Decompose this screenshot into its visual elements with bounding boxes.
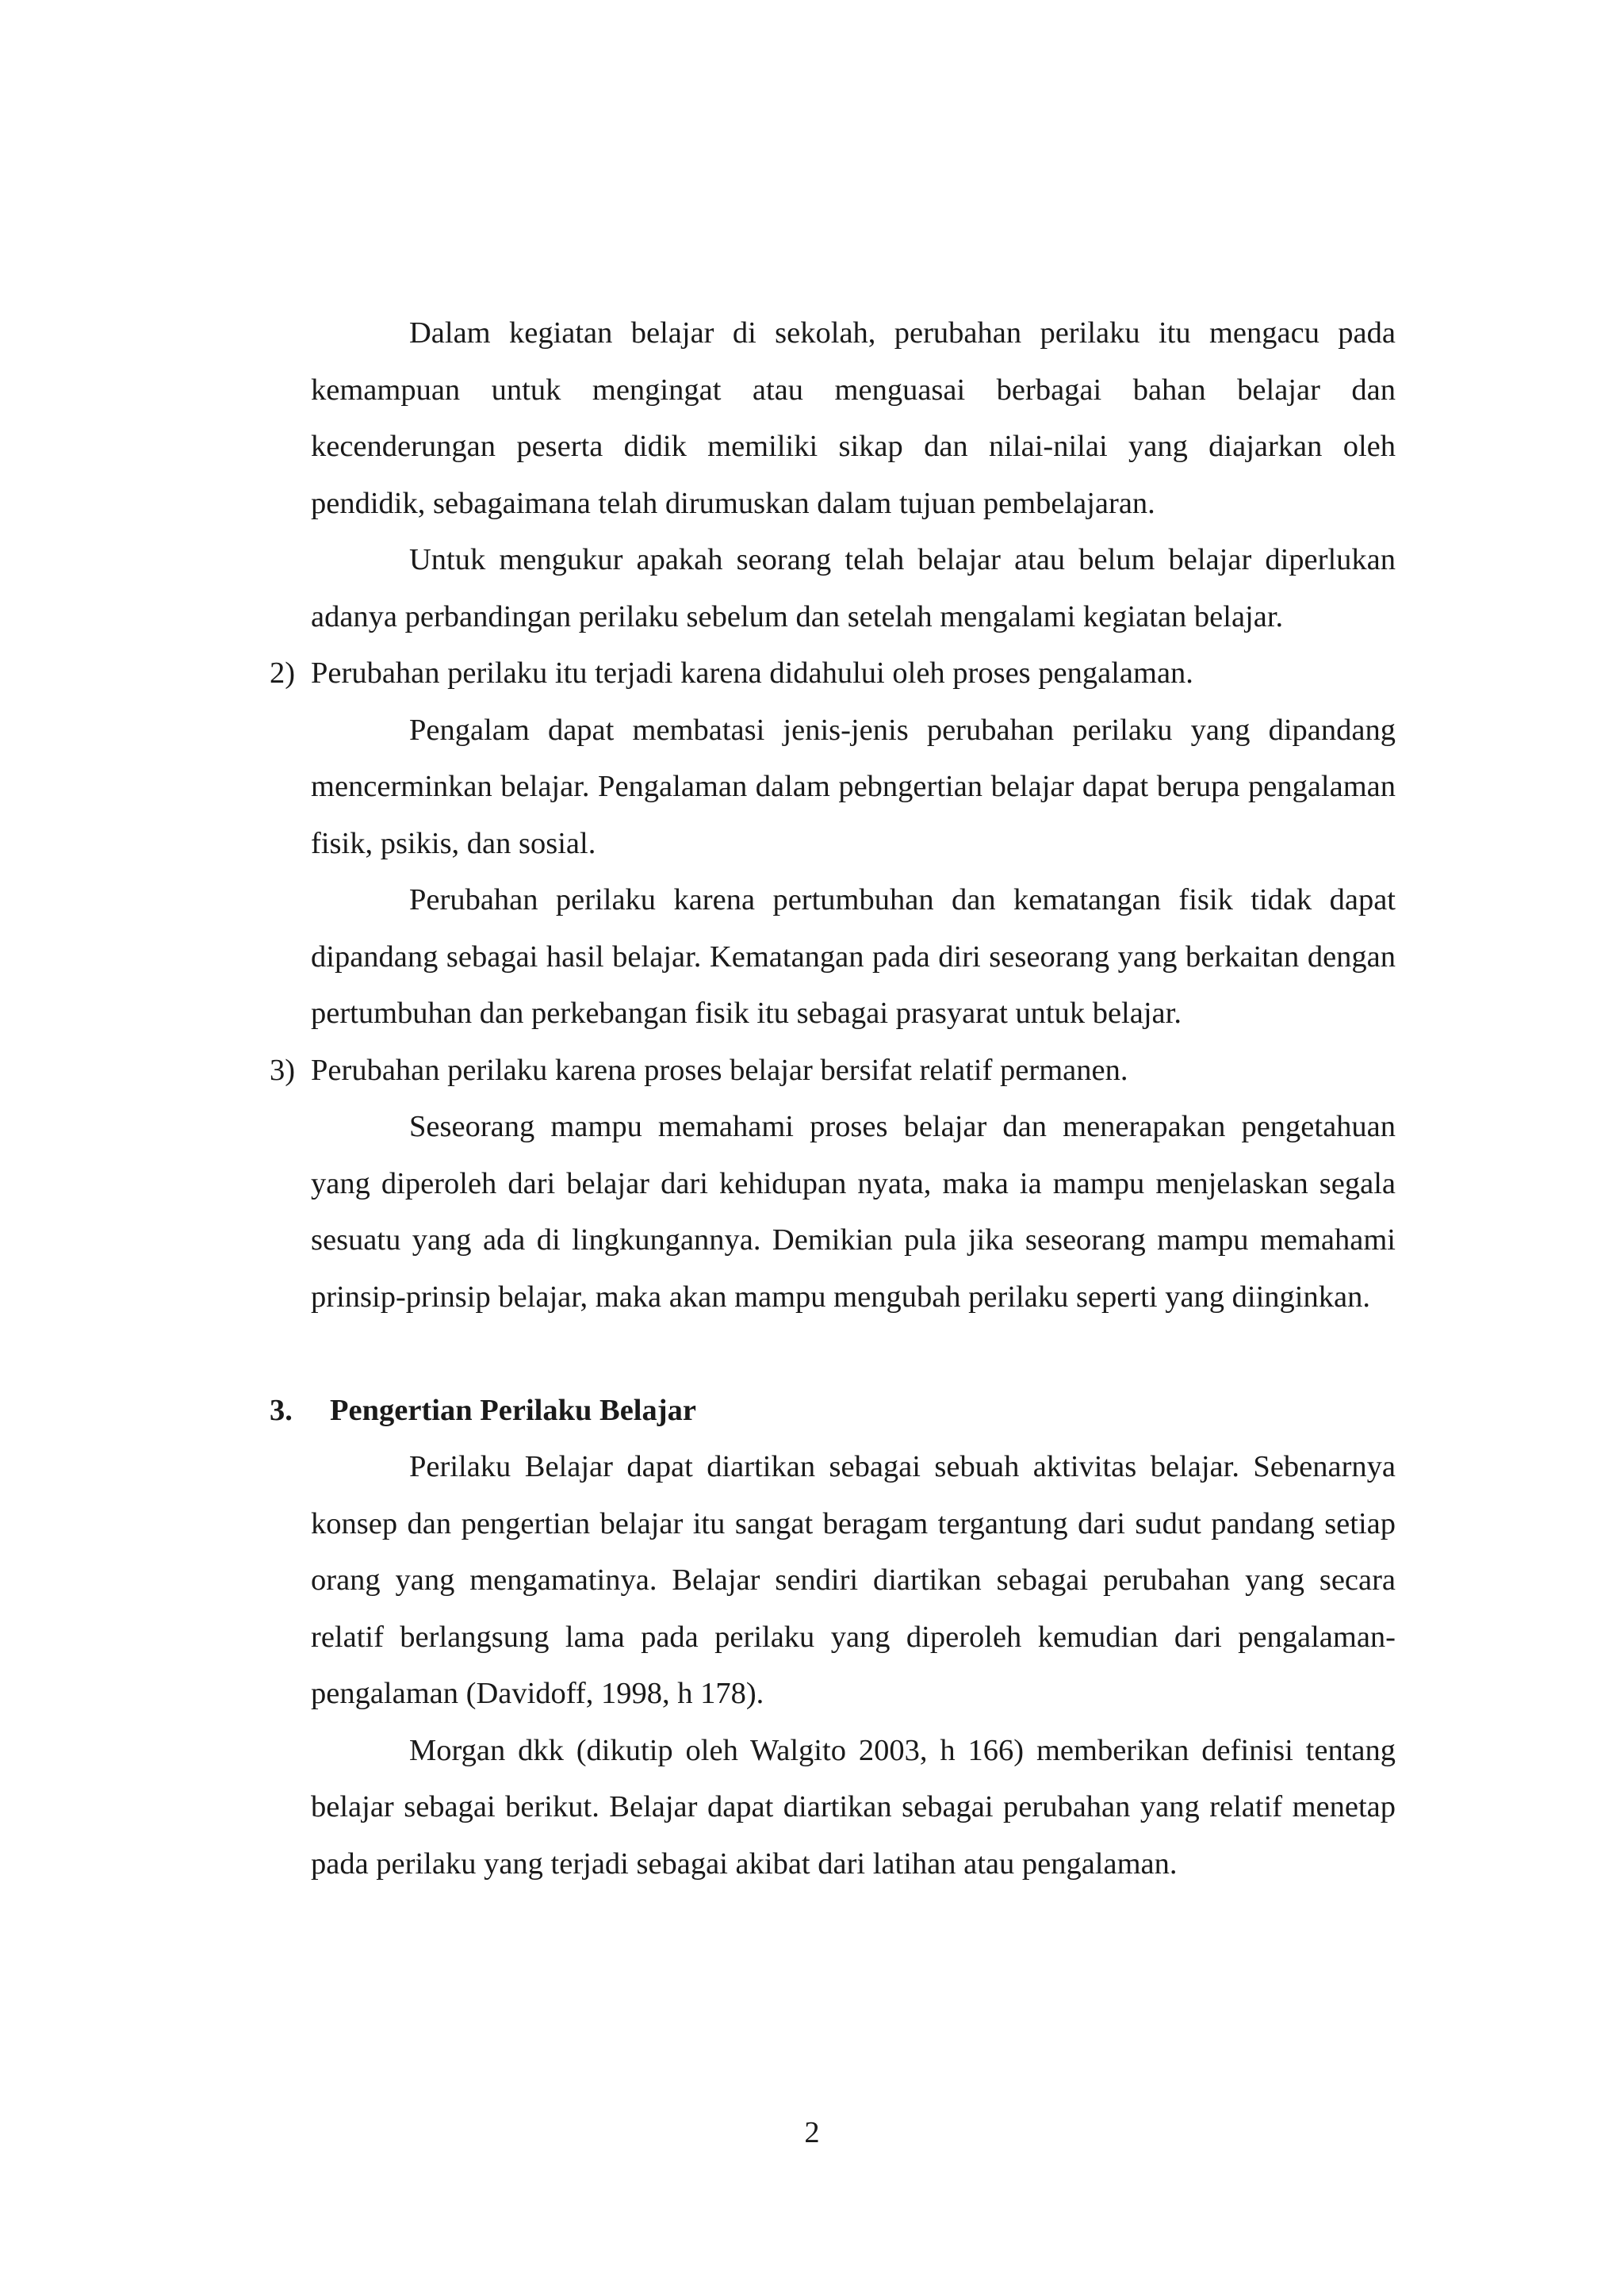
paragraph-mengukur-belajar: Untuk mengukur apakah seorang telah belajar atau belum belajar diperlukan adanya perbandingan perilaku sebelum dan setelah mengalami kegiatan belajar. [311, 543, 1396, 633]
list-item-3-text: Perubahan perilaku karena proses belajar bersifat relatif permanen. [311, 1053, 1128, 1087]
paragraph-morgan: Morgan dkk (dikutip oleh Walgito 2003, h 166) memberikan definisi tentang belajar sebagai berikut. Belajar dapat diartikan sebagai perubahan yang relatif menetap pada perilaku yang terjadi sebagai akibat dari latihan atau pengalaman. [311, 1733, 1396, 1881]
page-content [270, 305, 1396, 1892]
paragraph-pertumbuhan: Perubahan perilaku karena pertumbuhan dan kematangan fisik tidak dapat dipandang sebagai hasil belajar. Kematangan pada diri seseorang yang berkaitan dengan pertumbuhan dan perkebangan fisik itu sebagai prasyarat untuk belajar. [311, 883, 1396, 1030]
paragraph-pengalam: Pengalam dapat membatasi jenis-jenis perubahan perilaku yang dipandang mencerminkan belajar. Pengalaman dalam pebngertian belajar dapat berupa pengalaman fisik, psikis, dan sosial. [311, 713, 1396, 860]
paragraph-perilaku-belajar: Perilaku Belajar dapat diartikan sebagai sebuah aktivitas belajar. Sebenarnya konsep dan pengertian belajar itu sangat beragam tergantung dari sudut pandang setiap orang yang mengamatinya. Belajar sendiri diartikan sebagai perubahan yang secara relatif berlangsung lama pada perilaku yang diperoleh kemudian dari pengalaman-pengalaman (Davidoff, 1998, h 178). [311, 1450, 1396, 1710]
list-number-3: 3) [270, 1053, 296, 1087]
list-number-2: 2) [270, 656, 296, 690]
section-title: Pengertian Perilaku Belajar [330, 1393, 696, 1427]
paragraph-perubahan-perilaku: Dalam kegiatan belajar di sekolah, perubahan perilaku itu mengacu pada kemampuan untuk mengingat atau menguasai berbagai bahan belajar dan kecenderungan peserta didik memiliki sikap dan nilai-nilai yang diajarkan oleh pendidik, sebagaimana telah dirumuskan dalam tujuan pembelajaran. [311, 316, 1396, 520]
section-number: 3. [270, 1393, 293, 1427]
paragraph-seseorang: Seseorang mampu memahami proses belajar dan menerapakan pengetahuan yang diperoleh dari belajar dari kehidupan nyata, maka ia mampu menjelaskan segala sesuatu yang ada di lingkungannya. Demikian pula jika seseorang mampu memahami prinsip-prinsip belajar, maka akan mampu mengubah perilaku seperti yang diinginkan. [311, 1110, 1396, 1314]
section-heading [270, 1383, 1396, 1440]
page-number: 2 [804, 2116, 820, 2149]
list-item-2 [270, 645, 1396, 702]
list-item-3 [270, 1043, 1396, 1100]
list-item-2-text: Perubahan perilaku itu terjadi karena didahului oleh proses pengalaman. [311, 656, 1193, 690]
